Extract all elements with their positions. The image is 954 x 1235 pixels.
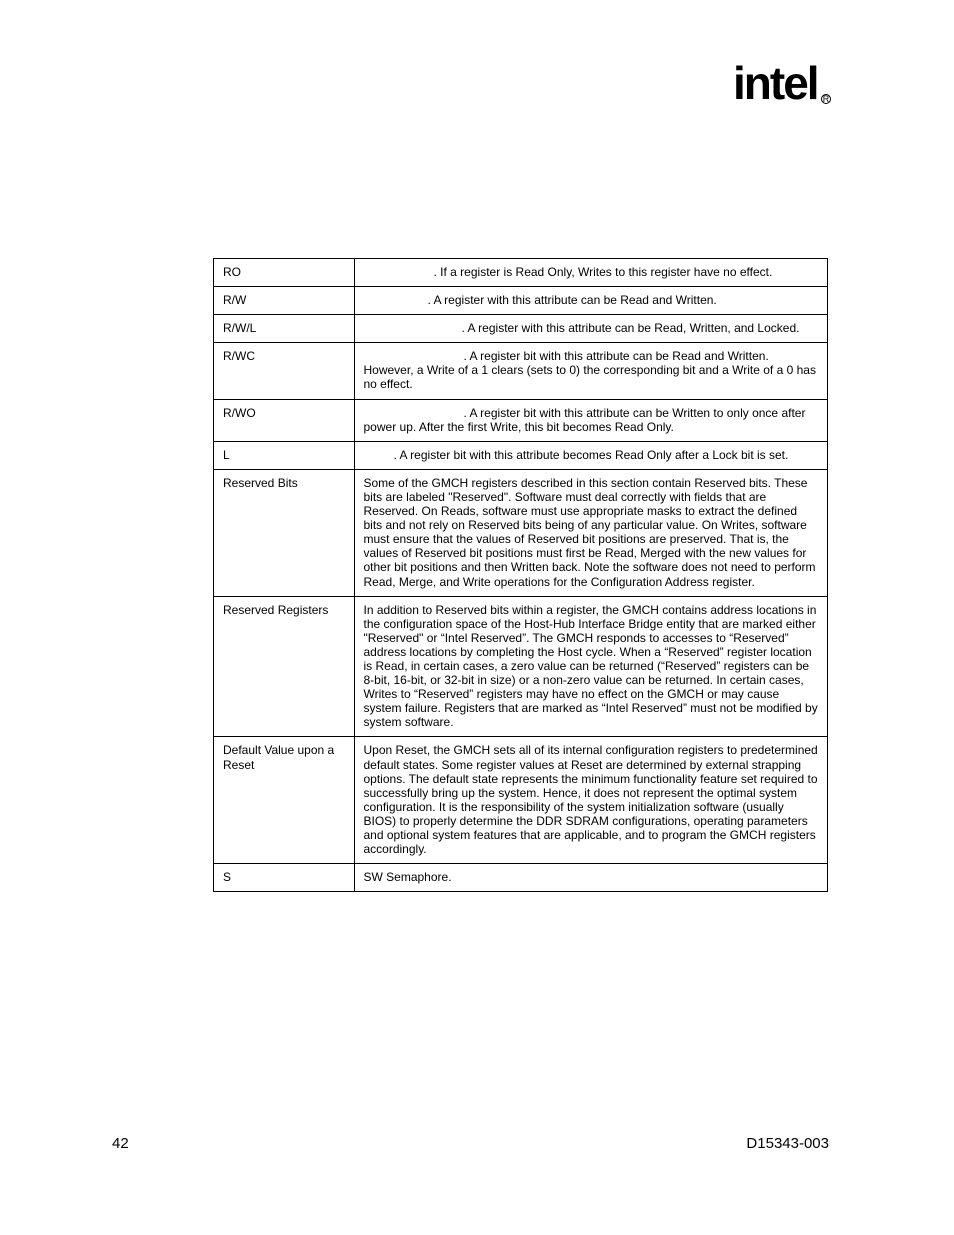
table-row [214,399,828,441]
attribute-term: Reserved Registers [214,596,355,737]
attribute-description: . A register bit with this attribute can be Read and Written. However, a Write of a 1 clears (sets to 0) the corresponding bit and a Write of a 0 has no effect. [354,343,828,399]
table-row [214,315,828,343]
attribute-term: R/WC [214,343,355,399]
logo-text: intel [733,57,818,109]
attribute-term: R/WO [214,399,355,441]
attribute-description: In addition to Reserved bits within a register, the GMCH contains address locations in the configuration space of the Host-Hub Interface Bridge entity that are marked either "Reserved" or “Intel Reserved”. The GMCH responds to accesses to “Reserved” address locations by completing the Host cycle. When a “Reserved” register location is Read, in certain cases, a zero value can be returned (“Reserved” registers can be 8-bit, 16-bit, or 32-bit in size) or a non-zero value can be returned. In certain cases, Writes to “Reserved” registers may have no effect on the GMCH or may cause system failure. Registers that are marked as “Intel Reserved” must not be modified by system software. [354,596,828,737]
attribute-term: Reserved Bits [214,469,355,596]
table-row [214,737,828,864]
register-attribute-table [213,258,828,892]
attribute-term: R/W/L [214,315,355,343]
attribute-term: Default Value upon a Reset [214,737,355,864]
attribute-description: . A register bit with this attribute becomes Read Only after a Lock bit is set. [354,441,828,469]
table-row [214,287,828,315]
attribute-description: Some of the GMCH registers described in this section contain Reserved bits. These bits are labeled "Reserved". Software must deal correctly with fields that are Reserved. On Reads, software must use appropriate masks to extract the defined bits and not rely on Reserved bits being of any particular value. On Writes, software must ensure that the values of Reserved bit positions are preserved. That is, the values of Reserved bit positions must first be Read, Merged with the new values for other bit positions and then Written back. Note the software does not need to perform Read, Merge, and Write operations for the Configuration Address register. [354,469,828,596]
attribute-term: S [214,864,355,892]
registered-mark-icon: R [822,94,830,104]
attribute-description: . If a register is Read Only, Writes to this register have no effect. [354,259,828,287]
table-row [214,441,828,469]
table-row [214,343,828,399]
attribute-description: . A register bit with this attribute can be Written to only once after power up. After the first Write, this bit becomes Read Only. [354,399,828,441]
attribute-term: RO [214,259,355,287]
table-row [214,596,828,737]
table-row [214,469,828,596]
page-number: 42 [112,1135,129,1152]
intel-logo [733,58,833,118]
document-id: D15343-003 [746,1135,829,1152]
attribute-term: R/W [214,287,355,315]
attribute-description: . A register with this attribute can be Read, Written, and Locked. [354,315,828,343]
attribute-description: . A register with this attribute can be Read and Written. [354,287,828,315]
table-row [214,864,828,892]
intel-logo-wordmark [733,58,818,108]
attribute-description: Upon Reset, the GMCH sets all of its internal configuration registers to predetermined default states. Some register values at Reset are determined by external strapping options. The default state represents the minimum functionality feature set required to successfully bring up the system. Hence, it does not represent the optimal system configuration. It is the responsibility of the system initialization software (usually BIOS) to properly determine the DDR SDRAM configurations, operating parameters and optional system features that are applicable, and to program the GMCH registers accordingly. [354,737,828,864]
attribute-description: SW Semaphore. [354,864,828,892]
attribute-term: L [214,441,355,469]
table-row [214,259,828,287]
